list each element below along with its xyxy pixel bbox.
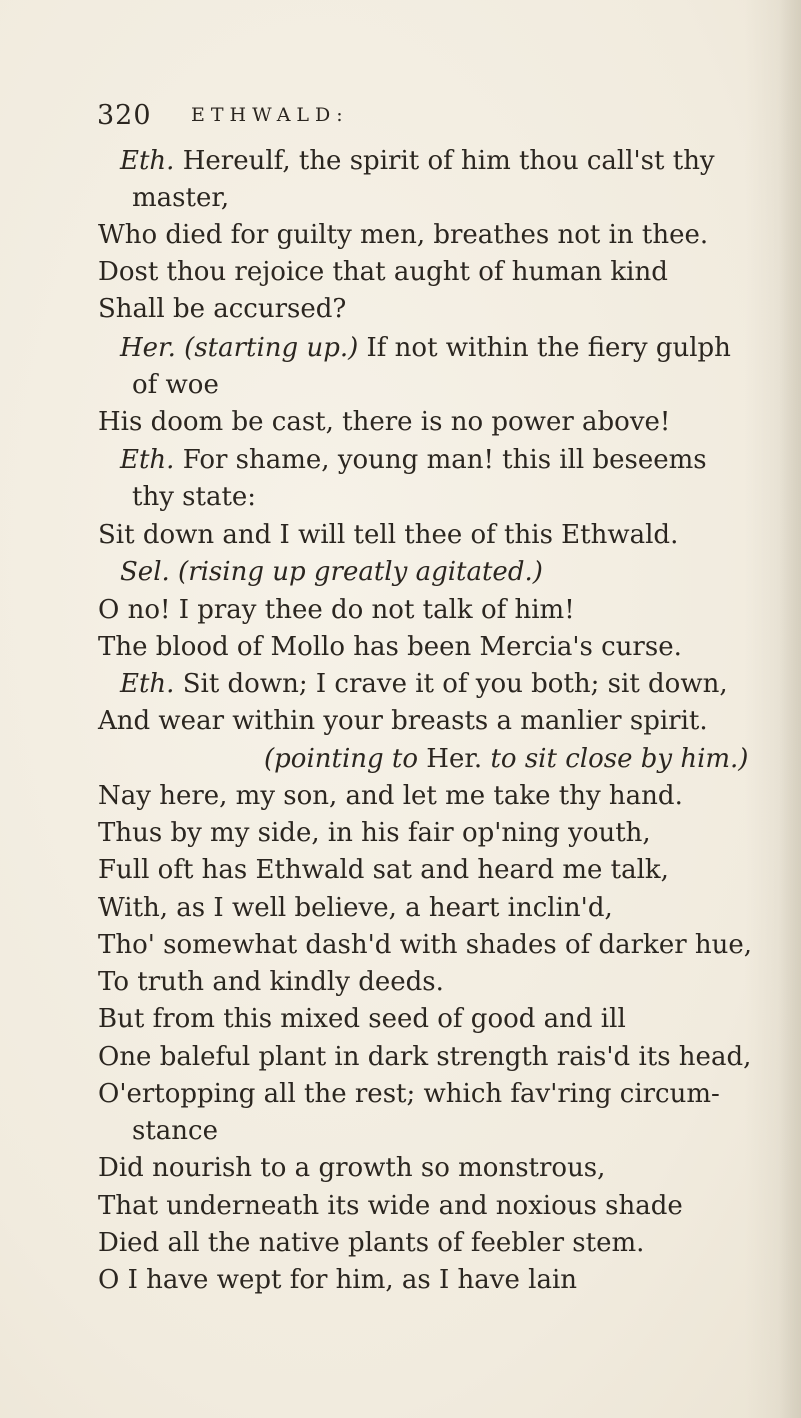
verse-line-speaker-eth <box>120 146 715 176</box>
verse-line <box>98 1191 683 1221</box>
speaker-name: Sel. <box>120 557 170 587</box>
verse-line <box>98 1004 626 1034</box>
verse-line <box>98 855 669 885</box>
line-text: To truth and kindly deeds. <box>98 967 444 997</box>
verse-line <box>98 1228 644 1258</box>
verse-line <box>98 706 708 736</box>
verse-line-speaker-sel <box>120 557 543 587</box>
verse-line-continuation <box>132 370 219 400</box>
verse-line <box>98 294 346 324</box>
line-text: Hereulf, the spirit of him thou call'st thy <box>174 146 715 176</box>
verse-line <box>98 930 752 960</box>
verse-line <box>98 893 613 923</box>
line-text: master, <box>132 183 230 213</box>
stage-direction: (starting up.) <box>175 333 359 363</box>
page-edge-shadow <box>779 0 801 1418</box>
line-text: Died all the native plants of feebler stem. <box>98 1228 645 1258</box>
line-text: But from this mixed seed of good and ill <box>98 1004 626 1034</box>
line-text: of woe <box>132 370 219 400</box>
line-text: Did nourish to a growth so monstrous, <box>98 1153 606 1183</box>
verse-line <box>98 1079 720 1109</box>
line-text: Sit down; I crave it of you both; sit down, <box>174 669 728 699</box>
speaker-name: Eth. <box>120 669 175 699</box>
verse-line <box>98 1265 577 1295</box>
page-number: 320 <box>97 100 152 131</box>
page-header <box>97 94 597 134</box>
speaker-name: Eth. <box>120 445 175 475</box>
line-text: Shall be accursed? <box>98 294 347 324</box>
line-text: Dost thou rejoice that aught of human kind <box>98 257 668 287</box>
verse-line <box>98 632 682 662</box>
line-text: For shame, young man! this ill beseems <box>174 445 707 475</box>
line-text: Nay here, my son, and let me take thy hand. <box>98 781 683 811</box>
character-name: Her. <box>426 744 483 774</box>
line-text: Sit down and I will tell thee of this Ethwald. <box>98 520 679 550</box>
verse-line-continuation <box>132 482 256 512</box>
line-text: One baleful plant in dark strength rais'd its head, <box>98 1042 752 1072</box>
speaker-name: Eth. <box>120 146 175 176</box>
verse-line-continuation <box>132 183 229 213</box>
line-text: With, as I well believe, a heart inclin'd, <box>98 893 613 923</box>
verse-line-speaker-her <box>120 333 731 363</box>
verse-line <box>98 220 708 250</box>
line-text: The blood of Mollo has been Mercia's curse. <box>98 632 682 662</box>
verse-line <box>98 520 678 550</box>
stage-direction: (pointing to <box>264 744 427 774</box>
line-text: Tho' somewhat dash'd with shades of darker hue, <box>98 930 753 960</box>
speaker-name: Her. <box>120 333 176 363</box>
verse-line-speaker-eth <box>120 669 728 699</box>
line-text: O no! I pray thee do not talk of him! <box>98 595 575 625</box>
line-text: That underneath its wide and noxious shade <box>98 1191 683 1221</box>
verse-line-continuation <box>132 1116 218 1146</box>
verse-line <box>98 1153 605 1183</box>
verse-line <box>98 257 668 287</box>
line-text: Thus by my side, in his fair op'ning youth, <box>98 818 651 848</box>
stage-direction: (rising up greatly agitated.) <box>169 557 543 587</box>
verse-line <box>98 595 575 625</box>
line-text: Full oft has Ethwald sat and heard me talk, <box>98 855 669 885</box>
running-title: ETHWALD: <box>191 104 349 126</box>
line-text: His doom be cast, there is no power above! <box>98 407 671 437</box>
line-text: O'ertopping all the rest; which fav'ring circum- <box>98 1079 720 1109</box>
verse-line <box>98 407 670 437</box>
verse-line <box>98 1042 751 1072</box>
verse-line <box>98 818 651 848</box>
verse-line <box>98 967 444 997</box>
verse-line-speaker-eth <box>120 445 707 475</box>
verse-line <box>98 781 683 811</box>
line-text: Who died for guilty men, breathes not in thee. <box>98 220 709 250</box>
stage-direction-line <box>264 744 748 774</box>
stage-direction: to sit close by him.) <box>482 744 749 774</box>
line-text: If not within the fiery gulph <box>358 333 731 363</box>
line-text: stance <box>132 1116 218 1146</box>
line-text: thy state: <box>132 482 257 512</box>
line-text: And wear within your breasts a manlier spirit. <box>98 706 708 736</box>
line-text: O I have wept for him, as I have lain <box>98 1265 578 1295</box>
